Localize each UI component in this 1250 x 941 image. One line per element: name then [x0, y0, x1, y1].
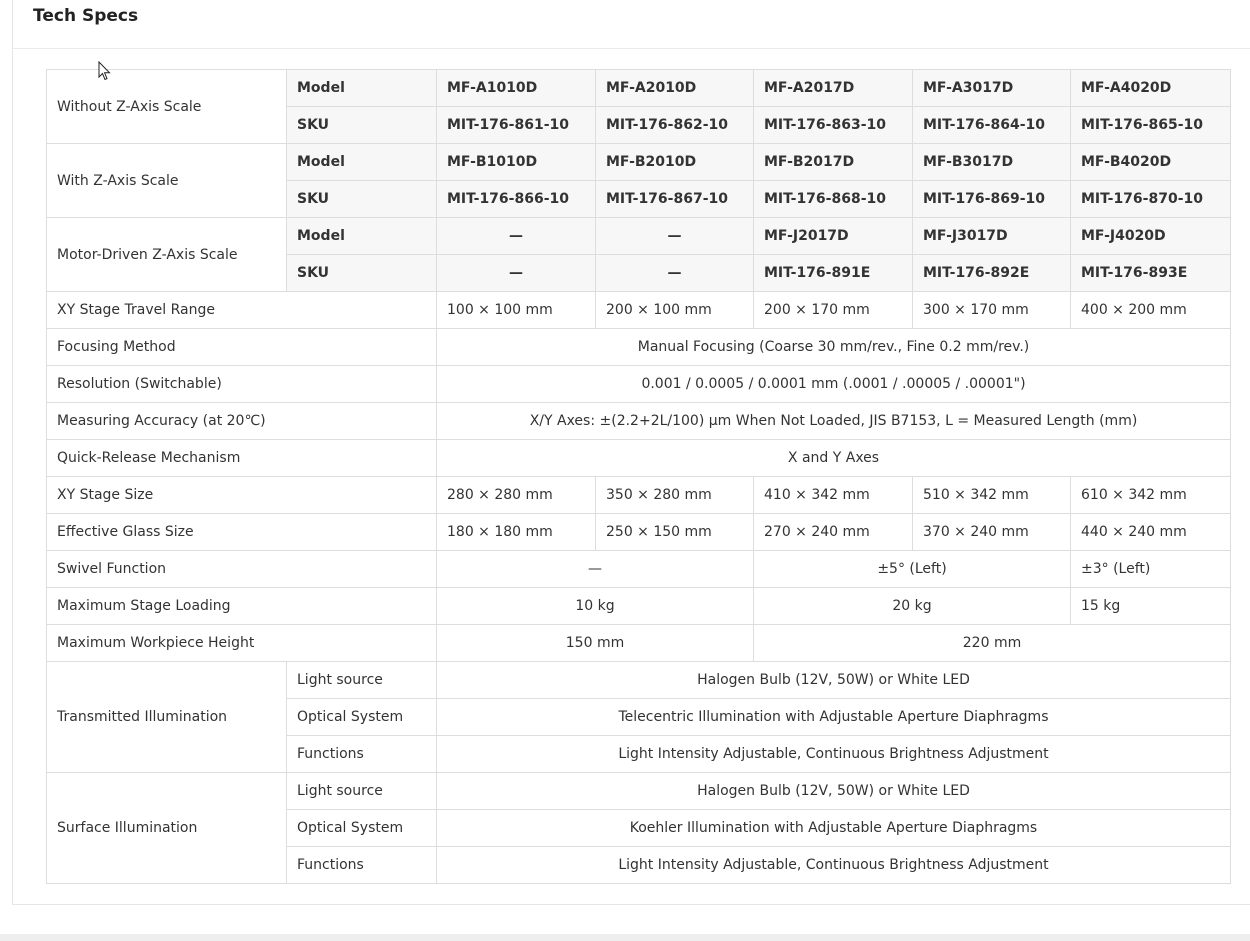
sku-cell: MIT-176-893E: [1071, 255, 1231, 292]
spec-value: ±5° (Left): [754, 551, 1071, 588]
spec-label: XY Stage Travel Range: [47, 292, 437, 329]
model-cell: MF-A1010D: [437, 70, 596, 107]
spec-value: 280 × 280 mm: [437, 477, 596, 514]
model-label: Model: [287, 70, 437, 107]
spec-value: 180 × 180 mm: [437, 514, 596, 551]
model-cell: MF-J2017D: [754, 218, 913, 255]
table-row: [47, 514, 1231, 551]
tech-specs-panel: [12, 0, 1250, 905]
spec-value: 150 mm: [437, 625, 754, 662]
table-row: [47, 625, 1231, 662]
spec-value: Light Intensity Adjustable, Continuous Brightness Adjustment: [437, 736, 1231, 773]
sku-cell: MIT-176-868-10: [754, 181, 913, 218]
spec-value: Halogen Bulb (12V, 50W) or White LED: [437, 662, 1231, 699]
table-row: [47, 329, 1231, 366]
spec-label: Measuring Accuracy (at 20℃): [47, 403, 437, 440]
sku-cell: MIT-176-865-10: [1071, 107, 1231, 144]
spec-label: Swivel Function: [47, 551, 437, 588]
sku-label: SKU: [287, 107, 437, 144]
section-title: Tech Specs: [33, 6, 139, 26]
spec-label: XY Stage Size: [47, 477, 437, 514]
group-label: Transmitted Illumination: [47, 662, 287, 773]
spec-value: 370 × 240 mm: [913, 514, 1071, 551]
sku-cell: MIT-176-869-10: [913, 181, 1071, 218]
table-row: [47, 440, 1231, 477]
spec-value: Light Intensity Adjustable, Continuous Brightness Adjustment: [437, 847, 1231, 884]
spec-value: X and Y Axes: [437, 440, 1231, 477]
group-label: With Z-Axis Scale: [47, 144, 287, 218]
spec-label: Resolution (Switchable): [47, 366, 437, 403]
title-divider: [13, 48, 1250, 49]
model-cell: MF-B4020D: [1071, 144, 1231, 181]
table-row: [47, 70, 1231, 107]
group-label: Surface Illumination: [47, 773, 287, 884]
spec-value: 15 kg: [1071, 588, 1231, 625]
spec-value: 400 × 200 mm: [1071, 292, 1231, 329]
spec-label: Effective Glass Size: [47, 514, 437, 551]
spec-value: 10 kg: [437, 588, 754, 625]
sku-cell: —: [596, 255, 754, 292]
spec-label: Quick-Release Mechanism: [47, 440, 437, 477]
spec-value: 350 × 280 mm: [596, 477, 754, 514]
spec-value: 100 × 100 mm: [437, 292, 596, 329]
model-cell: MF-B3017D: [913, 144, 1071, 181]
sku-cell: MIT-176-863-10: [754, 107, 913, 144]
spec-label: Maximum Stage Loading: [47, 588, 437, 625]
sku-cell: MIT-176-864-10: [913, 107, 1071, 144]
table-row: [47, 588, 1231, 625]
model-cell: —: [596, 218, 754, 255]
sku-cell: MIT-176-866-10: [437, 181, 596, 218]
sku-cell: —: [437, 255, 596, 292]
spec-value: Manual Focusing (Coarse 30 mm/rev., Fine 0.2 mm/rev.): [437, 329, 1231, 366]
table-row: [47, 292, 1231, 329]
spec-value: —: [437, 551, 754, 588]
spec-value: 440 × 240 mm: [1071, 514, 1231, 551]
spec-value: Koehler Illumination with Adjustable Aperture Diaphragms: [437, 810, 1231, 847]
sku-cell: MIT-176-867-10: [596, 181, 754, 218]
spec-label: Maximum Workpiece Height: [47, 625, 437, 662]
spec-value: Halogen Bulb (12V, 50W) or White LED: [437, 773, 1231, 810]
sku-cell: MIT-176-891E: [754, 255, 913, 292]
sku-cell: MIT-176-862-10: [596, 107, 754, 144]
spec-value: 300 × 170 mm: [913, 292, 1071, 329]
table-row: [47, 477, 1231, 514]
spec-label: Focusing Method: [47, 329, 437, 366]
model-cell: MF-A3017D: [913, 70, 1071, 107]
sub-label: Light source: [287, 662, 437, 699]
mouse-cursor-icon: [98, 61, 112, 81]
footer-band: [0, 934, 1250, 941]
spec-value: 410 × 342 mm: [754, 477, 913, 514]
sku-label: SKU: [287, 181, 437, 218]
sku-cell: MIT-176-861-10: [437, 107, 596, 144]
table-row: [47, 662, 1231, 699]
model-label: Model: [287, 144, 437, 181]
sub-label: Optical System: [287, 810, 437, 847]
model-cell: MF-J3017D: [913, 218, 1071, 255]
model-cell: MF-A4020D: [1071, 70, 1231, 107]
spec-value: ±3° (Left): [1071, 551, 1231, 588]
spec-value: Telecentric Illumination with Adjustable Aperture Diaphragms: [437, 699, 1231, 736]
spec-value: 510 × 342 mm: [913, 477, 1071, 514]
sub-label: Optical System: [287, 699, 437, 736]
model-cell: MF-B2010D: [596, 144, 754, 181]
spec-value: 0.001 / 0.0005 / 0.0001 mm (.0001 / .00005 / .00001"): [437, 366, 1231, 403]
table-row: [47, 403, 1231, 440]
table-row: [47, 144, 1231, 181]
spec-value: 220 mm: [754, 625, 1231, 662]
spec-value: 200 × 100 mm: [596, 292, 754, 329]
sku-cell: MIT-176-892E: [913, 255, 1071, 292]
sub-label: Light source: [287, 773, 437, 810]
spec-value: 610 × 342 mm: [1071, 477, 1231, 514]
model-cell: MF-B2017D: [754, 144, 913, 181]
spec-value: 20 kg: [754, 588, 1071, 625]
specs-table: [46, 69, 1231, 884]
model-label: Model: [287, 218, 437, 255]
group-label: Motor-Driven Z-Axis Scale: [47, 218, 287, 292]
sku-cell: MIT-176-870-10: [1071, 181, 1231, 218]
model-cell: —: [437, 218, 596, 255]
table-row: [47, 366, 1231, 403]
sub-label: Functions: [287, 736, 437, 773]
spec-value: 200 × 170 mm: [754, 292, 913, 329]
spec-value: X/Y Axes: ±(2.2+2L/100) μm When Not Loaded, JIS B7153, L = Measured Length (mm): [437, 403, 1231, 440]
group-label: Without Z-Axis Scale: [47, 70, 287, 144]
model-cell: MF-A2017D: [754, 70, 913, 107]
spec-value: 250 × 150 mm: [596, 514, 754, 551]
sub-label: Functions: [287, 847, 437, 884]
table-row: [47, 551, 1231, 588]
sku-label: SKU: [287, 255, 437, 292]
model-cell: MF-A2010D: [596, 70, 754, 107]
model-cell: MF-J4020D: [1071, 218, 1231, 255]
table-row: [47, 218, 1231, 255]
model-cell: MF-B1010D: [437, 144, 596, 181]
spec-value: 270 × 240 mm: [754, 514, 913, 551]
table-row: [47, 773, 1231, 810]
